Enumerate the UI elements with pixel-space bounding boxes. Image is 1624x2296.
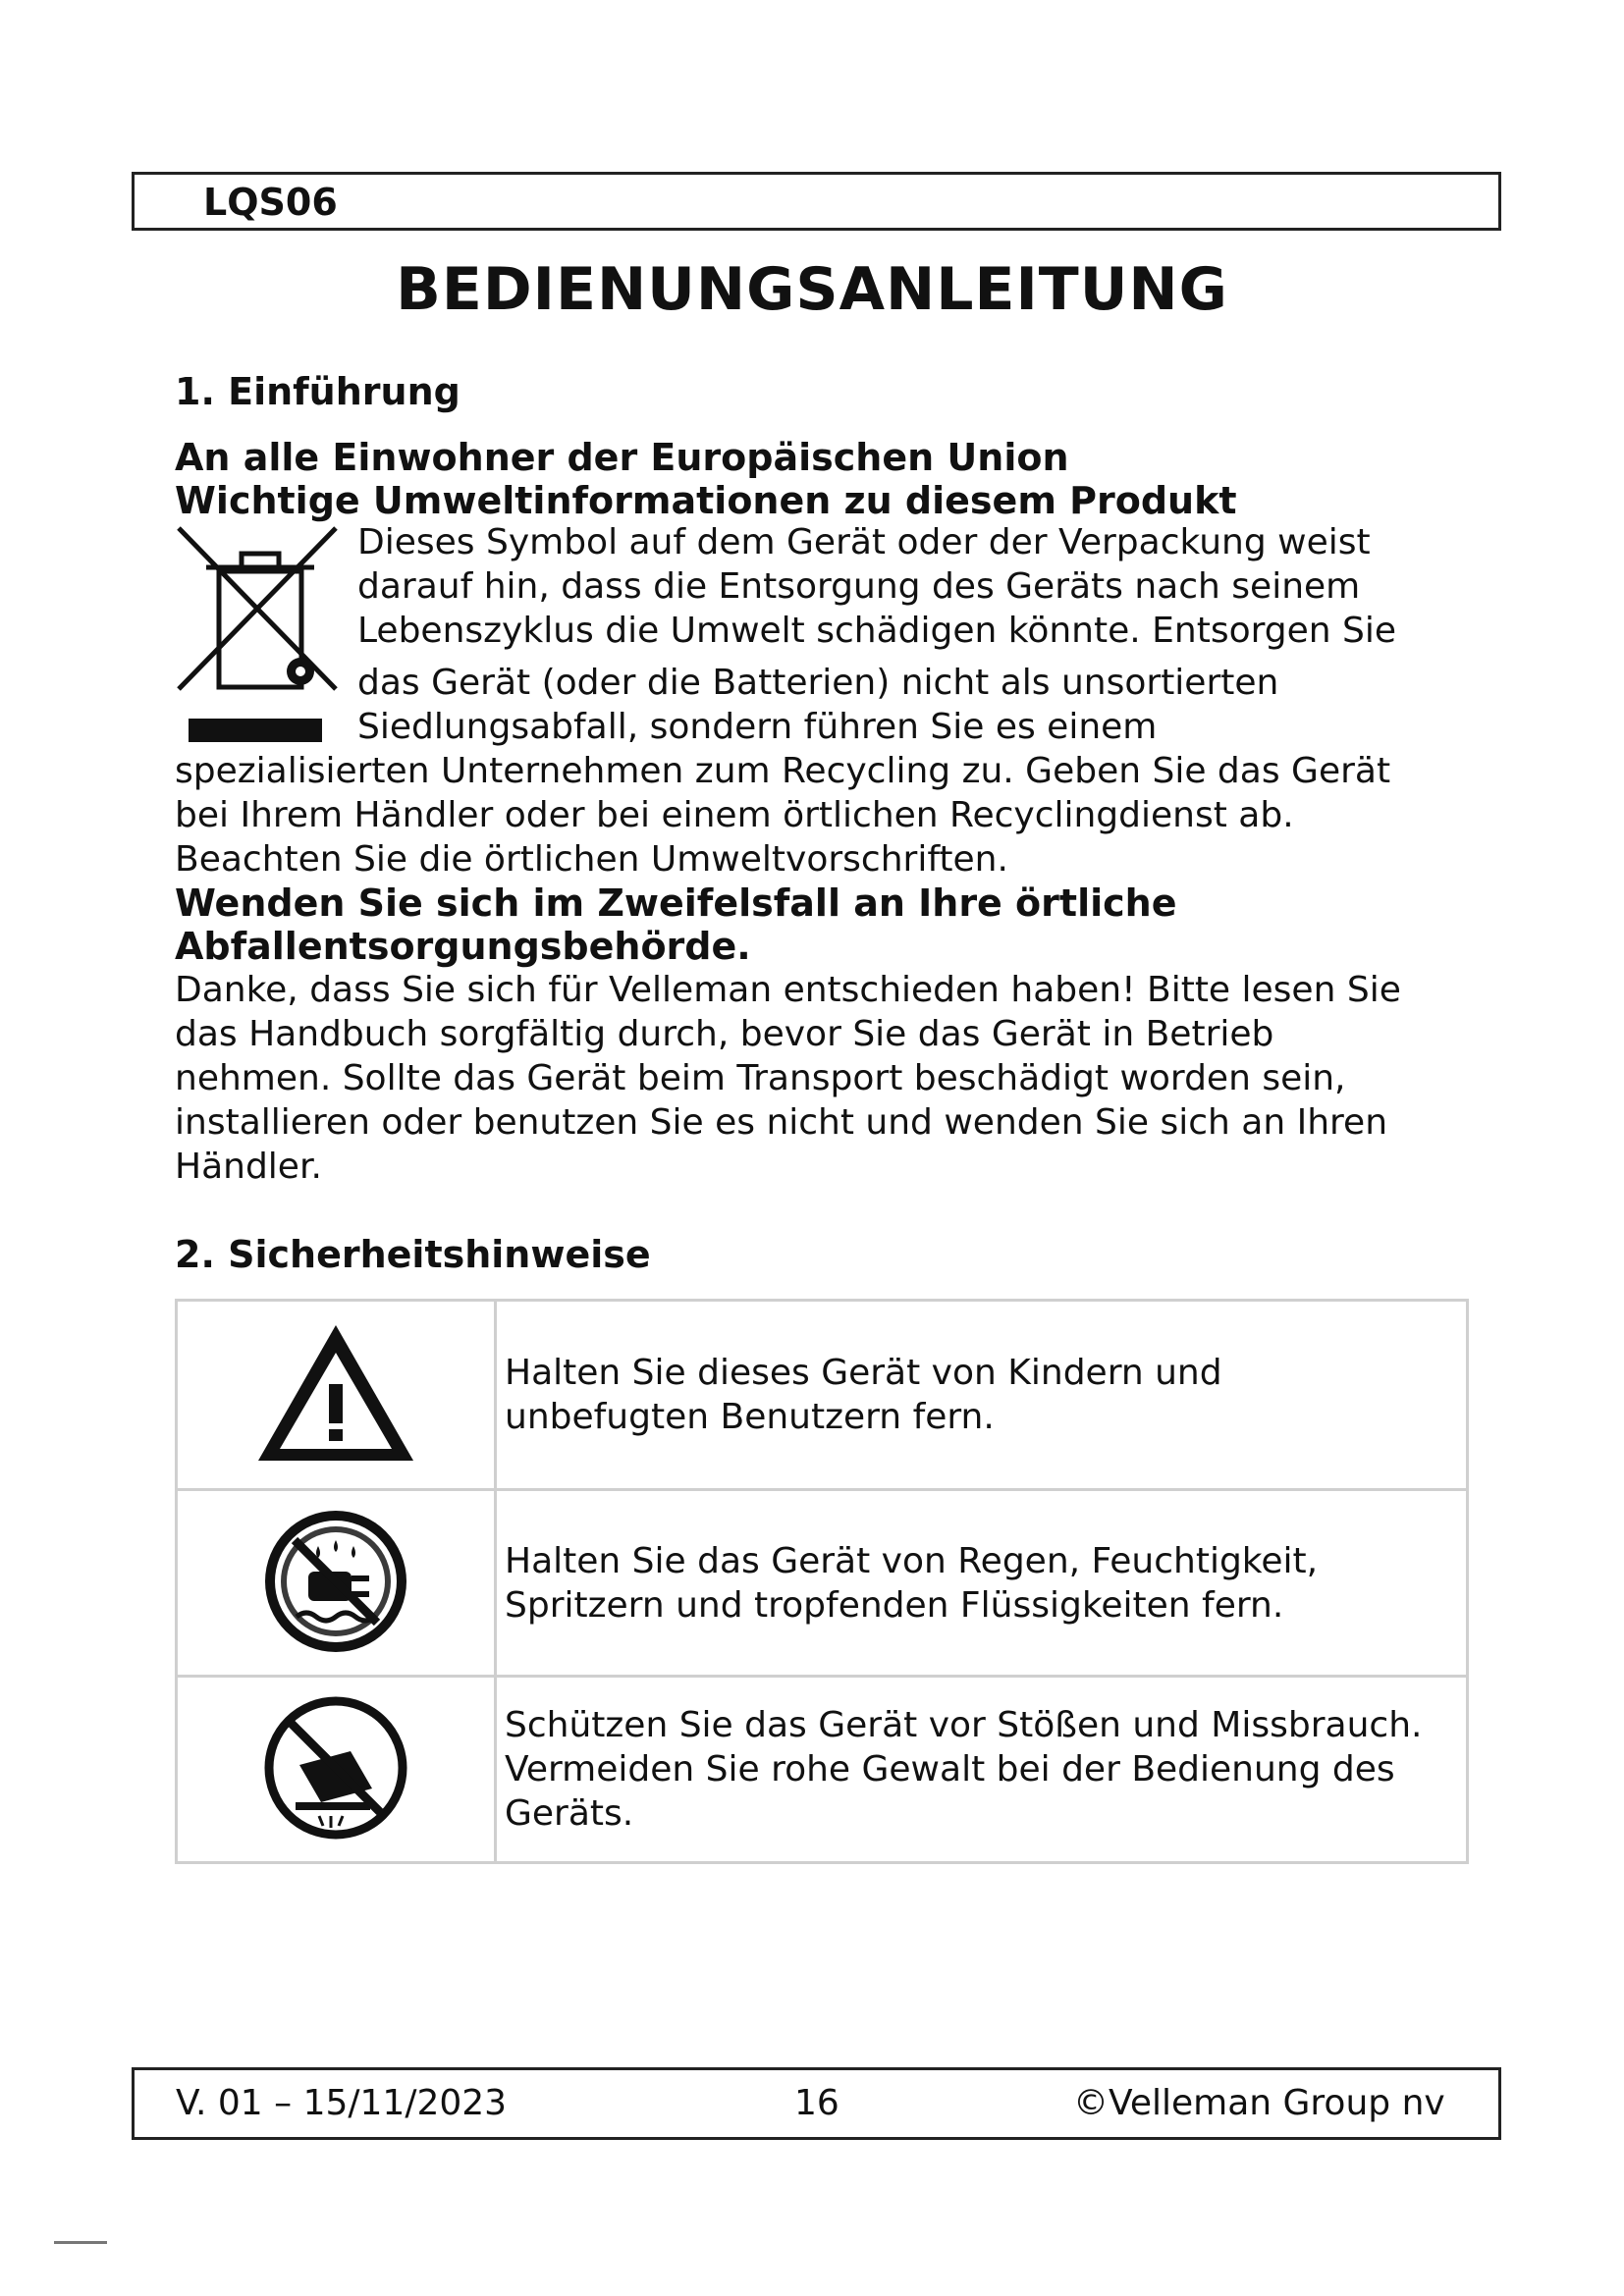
text-line: Dieses Symbol auf dem Gerät oder der Verpackung weist <box>357 522 1371 562</box>
warning-triangle-icon <box>252 1319 419 1467</box>
text-line: Halten Sie das Gerät von Regen, Feuchtigkeit, <box>505 1540 1319 1581</box>
text-line: nehmen. Sollte das Gerät beim Transport beschädigt worden sein, <box>175 1058 1346 1098</box>
no-moisture-icon <box>261 1507 410 1656</box>
text-cell <box>496 1490 1468 1677</box>
footer-box <box>132 2067 1501 2140</box>
page-number: 16 <box>794 2083 839 2123</box>
doubt-notice-line1: Wenden Sie sich im Zweifelsfall an Ihre örtliche <box>175 881 1177 925</box>
icon-cell <box>177 1677 496 1863</box>
text-line: Vermeiden Sie rohe Gewalt bei der Bedienung des <box>505 1749 1395 1789</box>
text-line: Händler. <box>175 1147 322 1187</box>
icon-cell <box>177 1301 496 1490</box>
text-line: Siedlungsabfall, sondern führen Sie es einem <box>357 707 1158 747</box>
weee-text-full <box>175 749 1390 881</box>
text-line: Spritzern und tropfenden Flüssigkeiten fern. <box>505 1584 1284 1626</box>
table-row <box>177 1301 1468 1490</box>
weee-bin-icon <box>175 524 340 770</box>
text-line: Lebenszyklus die Umwelt schädigen könnte. Entsorgen Sie <box>357 611 1397 651</box>
text-line: bei Ihrem Händler oder bei einem örtlichen Recyclingdienst ab. <box>175 795 1294 835</box>
text-line: Geräts. <box>505 1793 634 1834</box>
copyright: ©Velleman Group nv <box>1073 2083 1445 2123</box>
text-line: das Handbuch sorgfältig durch, bevor Sie das Gerät in Betrieb <box>175 1014 1274 1054</box>
page-title: BEDIENUNGSANLEITUNG <box>396 255 1228 324</box>
text-line: Beachten Sie die örtlichen Umweltvorschriften. <box>175 839 1008 880</box>
doubt-notice-line2: Abfallentsorgungsbehörde. <box>175 925 751 968</box>
eu-residents-heading: An alle Einwohner der Europäischen Union <box>175 436 1069 479</box>
text-line: Danke, dass Sie sich für Velleman entschieden haben! Bitte lesen Sie <box>175 970 1401 1010</box>
weee-text-indented <box>357 520 1396 653</box>
weee-text-indented-2 <box>357 661 1278 749</box>
version-date: V. 01 – 15/11/2023 <box>176 2083 508 2123</box>
safety-table <box>175 1299 1469 1864</box>
header-box <box>132 172 1501 231</box>
text-line: Schützen Sie das Gerät vor Stößen und Missbrauch. <box>505 1705 1423 1745</box>
text-line: unbefugten Benutzern fern. <box>505 1397 995 1437</box>
scan-mark <box>54 2241 107 2244</box>
text-line: darauf hin, dass die Entsorgung des Geräts nach seinem <box>357 566 1361 607</box>
table-row <box>177 1677 1468 1863</box>
section-heading-introduction: 1. Einführung <box>175 370 460 413</box>
text-cell <box>496 1677 1468 1863</box>
environment-info-heading: Wichtige Umweltinformationen zu diesem Produkt <box>175 479 1237 522</box>
section-heading-safety: 2. Sicherheitshinweise <box>175 1233 651 1276</box>
icon-cell <box>177 1490 496 1677</box>
text-cell <box>496 1301 1468 1490</box>
model-number: LQS06 <box>203 181 338 224</box>
no-impact-icon <box>262 1694 409 1842</box>
thanks-paragraph <box>175 968 1401 1189</box>
text-line: Halten Sie dieses Gerät von Kindern und <box>505 1353 1222 1393</box>
text-line: das Gerät (oder die Batterien) nicht als unsortierten <box>357 663 1279 703</box>
table-row <box>177 1490 1468 1677</box>
text-line: spezialisierten Unternehmen zum Recycling zu. Geben Sie das Gerät <box>175 751 1391 791</box>
text-line: installieren oder benutzen Sie es nicht und wenden Sie sich an Ihren <box>175 1102 1388 1143</box>
